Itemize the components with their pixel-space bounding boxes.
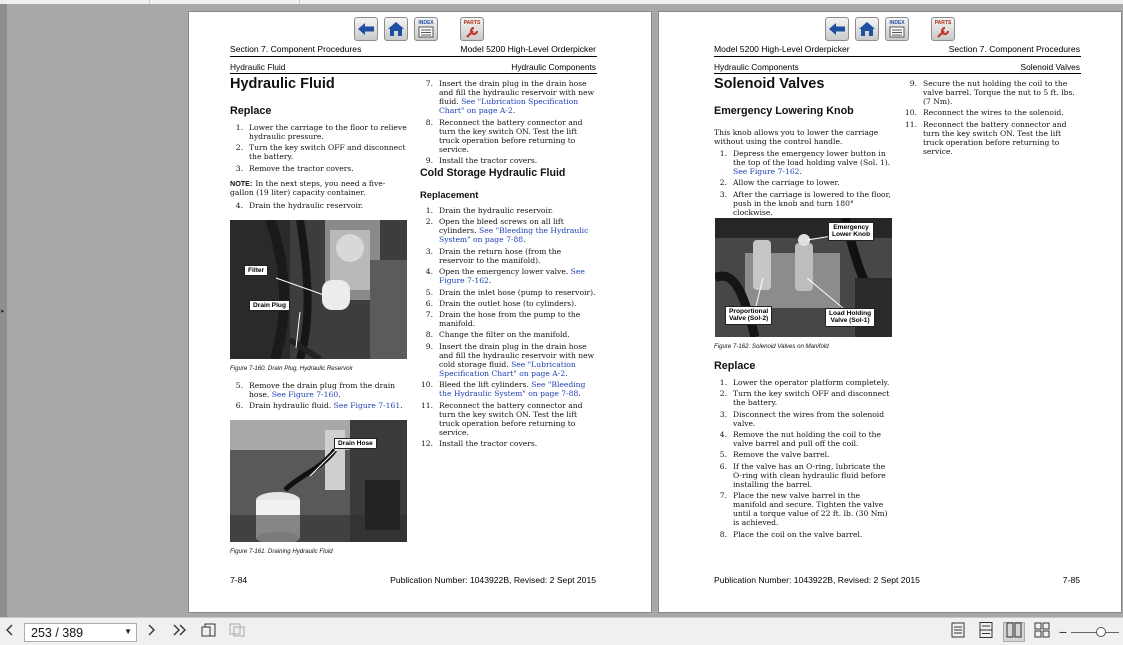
step-text: Turn the key switch OFF and disconnect the battery. bbox=[249, 143, 406, 162]
double-chevron-right-icon bbox=[173, 623, 187, 641]
page-number: 7-84 bbox=[230, 575, 248, 585]
step-text: Insert the drain plug in the drain hose and fill the hydraulic reservoir with new fluid. bbox=[439, 79, 595, 107]
step-text: Drain the hydraulic reservoir. bbox=[439, 206, 554, 215]
zoom-out-button[interactable]: − bbox=[1058, 624, 1068, 640]
page-title: Solenoid Valves bbox=[714, 76, 825, 92]
back-button[interactable] bbox=[354, 17, 378, 41]
section-heading-cold-storage: Cold Storage Hydraulic Fluid bbox=[420, 167, 566, 179]
step-number: 9. bbox=[909, 79, 917, 88]
step-number: 10. bbox=[420, 380, 433, 390]
figure-7-162-photo bbox=[715, 218, 892, 337]
tab-strip bbox=[0, 0, 1123, 4]
index-label: INDEX bbox=[418, 20, 434, 26]
steps-7-9 bbox=[420, 79, 598, 167]
step-number: 6. bbox=[719, 461, 727, 471]
list-item bbox=[420, 79, 598, 115]
two-page-continuous-button[interactable] bbox=[1032, 622, 1052, 642]
section-heading-emergency-knob: Emergency Lowering Knob bbox=[714, 105, 854, 117]
step-text: Open the bleed screws on all lift cylinders. bbox=[439, 217, 564, 236]
publication-footer: Publication Number: 1043922B, Revised: 2 Sept 2015 bbox=[714, 575, 920, 585]
cross-reference-link[interactable]: See Figure 7-160 bbox=[271, 390, 339, 400]
step-number: 2. bbox=[235, 143, 243, 153]
list-item bbox=[230, 401, 408, 410]
step-text: Lower the carriage to the floor to relieve hydraulic pressure. bbox=[249, 123, 407, 142]
section-heading-replace: Replace bbox=[714, 360, 756, 372]
list-item bbox=[420, 206, 598, 215]
step-number: 9. bbox=[425, 341, 433, 351]
nav-icon-bar bbox=[825, 17, 960, 43]
list-item bbox=[420, 299, 598, 308]
step-text: Install the tractor covers. bbox=[439, 156, 538, 166]
list-item bbox=[230, 164, 408, 173]
viewer-toolbar bbox=[0, 617, 1123, 645]
list-item bbox=[714, 462, 892, 489]
step-number: 3. bbox=[719, 189, 727, 199]
list-item bbox=[714, 530, 892, 539]
document-tab[interactable] bbox=[0, 0, 150, 4]
filter-callout: Filter bbox=[244, 265, 268, 276]
cross-reference-link[interactable]: See Figure 7-162 bbox=[439, 267, 585, 286]
step-number: 7. bbox=[425, 79, 433, 88]
step-number: 3. bbox=[425, 246, 433, 256]
header-rule bbox=[714, 56, 1081, 57]
steps-9-11 bbox=[904, 79, 1082, 158]
grid-pages-icon bbox=[1034, 622, 1050, 643]
note-label: NOTE: bbox=[230, 179, 253, 188]
list-item bbox=[714, 378, 892, 387]
step-text: Install the tractor covers. bbox=[439, 439, 538, 449]
step-text: If the valve has an O-ring, lubricate the O-ring with clean hydraulic fluid before installing the barrel. bbox=[733, 461, 886, 489]
home-icon bbox=[387, 21, 405, 37]
list-item bbox=[230, 381, 408, 399]
running-header-left: Model 5200 High-Level Orderpicker bbox=[714, 44, 850, 54]
step-number: 12. bbox=[420, 439, 433, 449]
list-item bbox=[420, 310, 598, 328]
step-number: 8. bbox=[425, 330, 433, 340]
step-number: 5. bbox=[425, 287, 433, 297]
publication-footer: Publication Number: 1043922B, Revised: 2 Sept 2015 bbox=[390, 575, 596, 585]
step-text: Reconnect the wires to the solenoid. bbox=[923, 108, 1064, 118]
sidebar-collapsed[interactable] bbox=[0, 4, 7, 617]
cross-reference-link[interactable]: See "Lubrication Specification Chart" on page A-2 bbox=[439, 359, 576, 378]
step-text: Disconnect the wires from the solenoid valve. bbox=[733, 409, 885, 428]
header-rule bbox=[230, 56, 597, 57]
step-number: 5. bbox=[235, 381, 243, 390]
step-number: 7. bbox=[425, 310, 433, 320]
home-button[interactable] bbox=[855, 17, 879, 41]
figure-7-161-caption: Figure 7-161. Draining Hydraulic Fluid bbox=[230, 548, 333, 555]
list-item bbox=[420, 118, 598, 154]
back-arrow-icon bbox=[828, 22, 846, 36]
index-label: INDEX bbox=[889, 20, 905, 26]
step-number: 10. bbox=[904, 108, 917, 118]
step-text: Reconnect the battery connector and turn the key switch ON. Test the lift truck operation before returning to service. bbox=[439, 117, 583, 154]
chevron-left-icon bbox=[5, 623, 13, 641]
step-number: 6. bbox=[235, 401, 243, 411]
list-item bbox=[420, 342, 598, 378]
subheader-left: Hydraulic Fluid bbox=[230, 62, 286, 72]
index-button[interactable] bbox=[885, 17, 909, 41]
list-item bbox=[714, 450, 892, 459]
parts-button[interactable] bbox=[931, 17, 955, 41]
drain-hose-callout: Drain Hose bbox=[334, 438, 377, 449]
list-item bbox=[230, 123, 408, 141]
wrench-icon bbox=[465, 26, 479, 39]
note-text: In the next steps, you need a five-gallon (19 liter) capacity container. bbox=[230, 179, 386, 198]
figure-7-162-caption: Figure 7-162. Solenoid Valves on Manifold bbox=[714, 343, 829, 350]
step-text-end: . bbox=[400, 401, 403, 411]
home-icon bbox=[858, 21, 876, 37]
step-text-end: . bbox=[523, 235, 526, 245]
step-number: 4. bbox=[235, 201, 243, 210]
step-text-end: . bbox=[512, 106, 516, 116]
parts-label: PARTS bbox=[463, 19, 481, 26]
cross-reference-link[interactable]: See "Lubrication Specification Chart" on page A-2 bbox=[439, 97, 579, 116]
list-item bbox=[420, 247, 598, 265]
step-number: 3. bbox=[235, 163, 243, 173]
step-text: Drain the hose from the pump to the manifold. bbox=[439, 310, 581, 329]
page-title: Hydraulic Fluid bbox=[230, 76, 335, 92]
step-number: 11. bbox=[904, 119, 917, 129]
fit-page-button[interactable] bbox=[227, 622, 247, 642]
knob-steps-list bbox=[714, 149, 892, 219]
step-text-end: . bbox=[338, 390, 341, 400]
list-item bbox=[904, 120, 1082, 156]
two-page-view-button[interactable] bbox=[1003, 622, 1025, 642]
back-arrow-icon bbox=[357, 22, 375, 36]
step-text: Secure the nut holding the coil to the valve barrel. Torque the nut to 5 ft. lbs. (7 Nm). bbox=[923, 79, 1075, 107]
step-text-end: . bbox=[488, 276, 492, 286]
cross-reference-link[interactable]: See "Bleeding the Hydraulic System" on page 7-88 bbox=[439, 226, 589, 245]
step-text: Turn the key switch OFF and disconnect the battery. bbox=[733, 389, 890, 408]
step-text: Reconnect the battery connector and turn the key switch ON. Test the lift truck operation before returning to service. bbox=[923, 119, 1067, 157]
list-item bbox=[420, 330, 598, 339]
chevron-down-icon[interactable]: ▼ bbox=[124, 627, 132, 636]
cross-reference-link[interactable]: See Figure 7-161 bbox=[333, 401, 401, 411]
step-number: 6. bbox=[425, 298, 433, 308]
step-text: Drain the outlet hose (to cylinders). bbox=[439, 298, 577, 308]
list-item bbox=[714, 491, 892, 527]
step-number: 3. bbox=[719, 409, 727, 419]
step-text: Reconnect the battery connector and turn the key switch ON. Test the lift truck operation before returning to service. bbox=[439, 400, 583, 437]
cold-storage-steps-list bbox=[420, 206, 598, 451]
list-item bbox=[904, 79, 1082, 106]
figure-7-161-photo bbox=[230, 420, 407, 542]
section-heading-replacement: Replacement bbox=[420, 189, 479, 200]
step-number: 8. bbox=[425, 117, 433, 127]
home-button[interactable] bbox=[384, 17, 408, 41]
cross-reference-link[interactable]: See "Bleeding the Hydraulic System" on page 7-88 bbox=[439, 380, 586, 399]
step-text: Allow the carriage to lower. bbox=[733, 178, 840, 188]
subheader-rule bbox=[230, 73, 597, 74]
cross-reference-link[interactable]: See Figure 7-162 bbox=[733, 167, 800, 177]
step-text-end: . bbox=[799, 167, 802, 177]
list-item bbox=[230, 201, 408, 210]
list-item bbox=[714, 178, 892, 187]
step-text: Place the new valve barrel in the manifold and secure. Tighten the valve until a torque value of 22 ft. lb. (30 Nm) is achieved. bbox=[733, 491, 888, 528]
rotate-view-button[interactable] bbox=[199, 622, 219, 642]
step-text: Drain the return hose (from the reservoir to the manifold). bbox=[439, 246, 562, 265]
list-item bbox=[420, 401, 598, 437]
list-item bbox=[714, 190, 892, 217]
zoom-slider-handle[interactable] bbox=[1096, 627, 1106, 637]
index-button[interactable] bbox=[414, 17, 438, 41]
parts-label: PARTS bbox=[934, 19, 952, 26]
chevron-right-icon bbox=[148, 623, 156, 641]
running-header-right: Model 5200 High-Level Orderpicker bbox=[460, 44, 596, 54]
wrench-icon bbox=[936, 26, 950, 39]
step-number: 11. bbox=[420, 400, 433, 410]
subheader-right: Solenoid Valves bbox=[1020, 62, 1080, 72]
step-number: 1. bbox=[235, 123, 243, 132]
subheader-left: Hydraulic Components bbox=[714, 62, 799, 72]
document-tab[interactable] bbox=[150, 0, 300, 4]
step-4 bbox=[230, 201, 408, 212]
two-page-icon bbox=[1006, 622, 1022, 643]
step-number: 4. bbox=[719, 430, 727, 440]
proportional-valve-callout: Proportional Valve (Sol-2) bbox=[725, 306, 772, 325]
continuous-view-button[interactable] bbox=[976, 622, 996, 642]
single-page-icon bbox=[951, 622, 965, 643]
list-item bbox=[420, 380, 598, 398]
subheader-rule bbox=[714, 73, 1081, 74]
fit-page-icon bbox=[229, 623, 245, 642]
step-number: 1. bbox=[425, 206, 433, 215]
expand-sidebar-icon[interactable]: ▸ bbox=[1, 307, 5, 315]
figure-7-160-caption: Figure 7-160. Drain Plug, Hydraulic Reservoir bbox=[230, 365, 353, 372]
figure-7-160-photo bbox=[230, 220, 407, 359]
list-item bbox=[714, 410, 892, 428]
list-item bbox=[420, 217, 598, 244]
step-number: 2. bbox=[719, 389, 727, 399]
page-number: 7-85 bbox=[1062, 575, 1080, 585]
drain-plug-callout: Drain Plug bbox=[249, 300, 290, 311]
page-7-84 bbox=[188, 11, 652, 613]
running-header-left: Section 7. Component Procedures bbox=[230, 44, 362, 54]
rotate-page-icon bbox=[201, 623, 217, 642]
list-item bbox=[420, 439, 598, 448]
nav-icon-bar bbox=[354, 17, 489, 43]
step-number: 1. bbox=[719, 378, 727, 387]
page-number-input[interactable] bbox=[24, 623, 137, 642]
replace-steps-list bbox=[714, 378, 892, 541]
step-number: 2. bbox=[719, 178, 727, 188]
step-number: 2. bbox=[425, 217, 433, 227]
list-item bbox=[420, 267, 598, 285]
previous-page-button[interactable] bbox=[2, 622, 16, 642]
step-text: Drain the inlet hose (pump to reservoir). bbox=[439, 287, 596, 297]
step-text: Place the coil on the valve barrel. bbox=[733, 529, 863, 539]
page-number-value: 253 / 389 bbox=[31, 625, 84, 640]
step-text: Remove the nut holding the coil to the valve barrel and pull off the coil. bbox=[733, 430, 882, 449]
step-number: 7. bbox=[719, 491, 727, 501]
running-header-right: Section 7. Component Procedures bbox=[948, 44, 1080, 54]
steps-5-6 bbox=[230, 381, 408, 413]
step-text: Open the emergency lower valve. bbox=[439, 267, 571, 277]
step-number: 8. bbox=[719, 529, 727, 539]
step-text: Bleed the lift cylinders. bbox=[439, 380, 532, 390]
zoom-slider-track[interactable] bbox=[1071, 632, 1119, 633]
step-text: Remove the valve barrel. bbox=[733, 450, 830, 460]
step-text: Lower the operator platform completely. bbox=[733, 378, 890, 387]
step-text: After the carriage is lowered to the floor, push in the knob and turn 180° clockwise. bbox=[733, 189, 891, 217]
parts-button[interactable] bbox=[460, 17, 484, 41]
replace-steps-list bbox=[230, 123, 408, 175]
step-number: 4. bbox=[425, 267, 433, 277]
page-7-85 bbox=[658, 11, 1122, 613]
list-icon bbox=[418, 26, 434, 38]
step-text: Remove the tractor covers. bbox=[249, 163, 354, 173]
step-text: Depress the emergency lower button in the top of the load holding valve (Sol. 1). bbox=[733, 149, 891, 168]
back-button[interactable] bbox=[825, 17, 849, 41]
section-heading-replace: Replace bbox=[230, 105, 272, 117]
last-page-button[interactable] bbox=[170, 622, 190, 642]
load-holding-valve-callout: Load Holding Valve (Sol-1) bbox=[825, 308, 875, 327]
step-number: 5. bbox=[719, 450, 727, 460]
step-text-end: . bbox=[565, 369, 568, 378]
step-text: Drain the hydraulic reservoir. bbox=[249, 201, 364, 210]
knob-intro: This knob allows you to lower the carriage without using the control handle. bbox=[714, 128, 879, 147]
step-number: 1. bbox=[719, 149, 727, 158]
step-text: Drain hydraulic fluid. bbox=[249, 401, 334, 411]
next-page-button[interactable] bbox=[145, 622, 159, 642]
list-item bbox=[714, 149, 892, 176]
step-text: Insert the drain plug in the drain hose and fill the hydraulic reservoir with new cold storage fluid. bbox=[439, 341, 595, 369]
list-item bbox=[420, 288, 598, 297]
list-item bbox=[904, 108, 1082, 117]
step-text: Remove the drain plug from the drain hose. bbox=[249, 381, 396, 400]
subheader-right: Hydraulic Components bbox=[511, 62, 596, 72]
list-icon bbox=[889, 26, 905, 38]
list-item bbox=[420, 156, 598, 165]
step-number: 9. bbox=[425, 156, 433, 166]
continuous-page-icon bbox=[979, 622, 993, 643]
list-item bbox=[714, 389, 892, 407]
list-item bbox=[714, 430, 892, 448]
step-text-end: . bbox=[578, 389, 581, 399]
list-item bbox=[230, 143, 408, 161]
note bbox=[230, 179, 408, 197]
single-page-view-button[interactable] bbox=[948, 622, 968, 642]
emergency-lower-knob-callout: Emergency Lower Knob bbox=[828, 222, 874, 241]
step-text: Change the filter on the manifold. bbox=[439, 330, 570, 340]
